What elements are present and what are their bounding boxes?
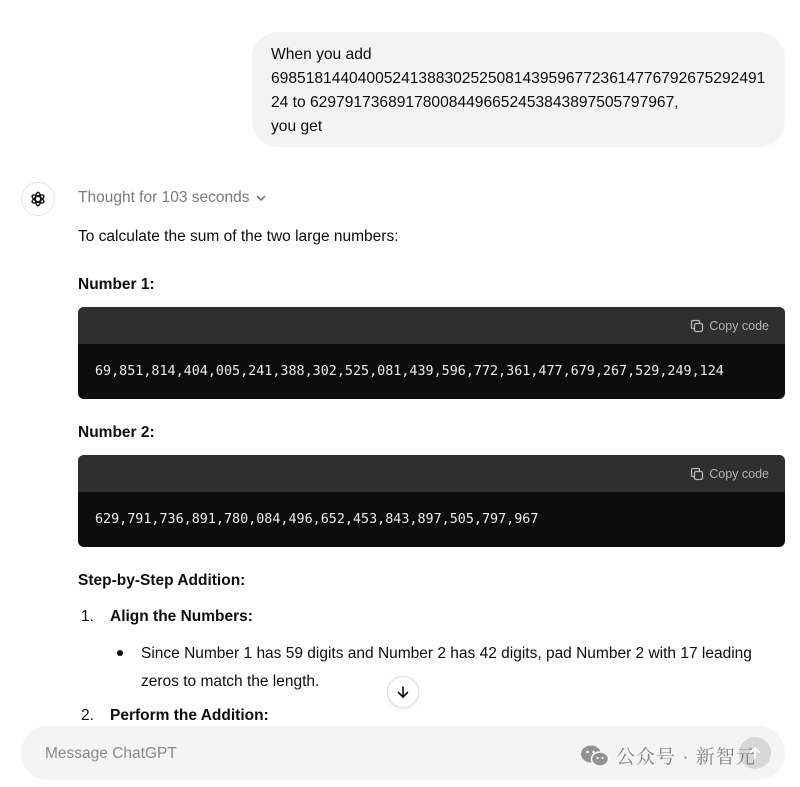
- step-number: 2.: [81, 707, 94, 724]
- copy-code-button[interactable]: [690, 319, 769, 333]
- thought-label: Thought for 103 seconds: [78, 189, 250, 206]
- openai-logo-icon: [28, 189, 48, 209]
- step-title: Perform the Addition:: [110, 707, 269, 724]
- copy-code-label: Copy code: [709, 466, 769, 481]
- copy-icon: [690, 319, 704, 333]
- user-message-line-numbers: 69851814404005241388302525081439596772361477679267529249124 to 629791736891780084496652453843897505797967,: [271, 70, 766, 111]
- thought-toggle[interactable]: [78, 189, 267, 207]
- bullet-dot: [117, 650, 123, 656]
- number1-value: 69,851,814,404,005,241,388,302,525,081,439,596,772,361,477,679,267,529,249,124: [95, 364, 724, 379]
- number2-code-block: [78, 455, 785, 547]
- assistant-intro-text: To calculate the sum of the two large numbers:: [78, 228, 399, 245]
- arrow-down-icon: [396, 685, 410, 699]
- user-message-line-intro: When you add: [271, 46, 372, 63]
- user-message-bubble: [252, 32, 785, 147]
- copy-icon: [690, 467, 704, 481]
- step-bullet-text: Since Number 1 has 59 digits and Number 2 has 42 digits, pad Number 2 with 17 leading zeros to match the length.: [141, 645, 752, 690]
- number1-label: Number 1:: [78, 276, 155, 293]
- user-message-line-end: you get: [271, 118, 323, 135]
- step-title: Align the Numbers:: [110, 608, 253, 625]
- step-heading: Step-by-Step Addition:: [78, 572, 246, 589]
- watermark-text: 公众号 · 新智元: [616, 747, 756, 768]
- watermark: [580, 742, 756, 769]
- code-header: [78, 307, 785, 344]
- assistant-avatar: [21, 182, 55, 216]
- scroll-to-bottom-button[interactable]: [387, 676, 419, 708]
- number1-code-block: [78, 307, 785, 399]
- chevron-down-icon: [255, 192, 267, 204]
- code-header: [78, 455, 785, 492]
- message-input[interactable]: [43, 726, 567, 782]
- number2-label: Number 2:: [78, 424, 155, 441]
- number2-value: 629,791,736,891,780,084,496,652,453,843,897,505,797,967: [95, 512, 539, 527]
- step-number: 1.: [81, 608, 94, 625]
- copy-code-label: Copy code: [709, 318, 769, 333]
- wechat-icon: [580, 744, 610, 768]
- copy-code-button[interactable]: [690, 467, 769, 481]
